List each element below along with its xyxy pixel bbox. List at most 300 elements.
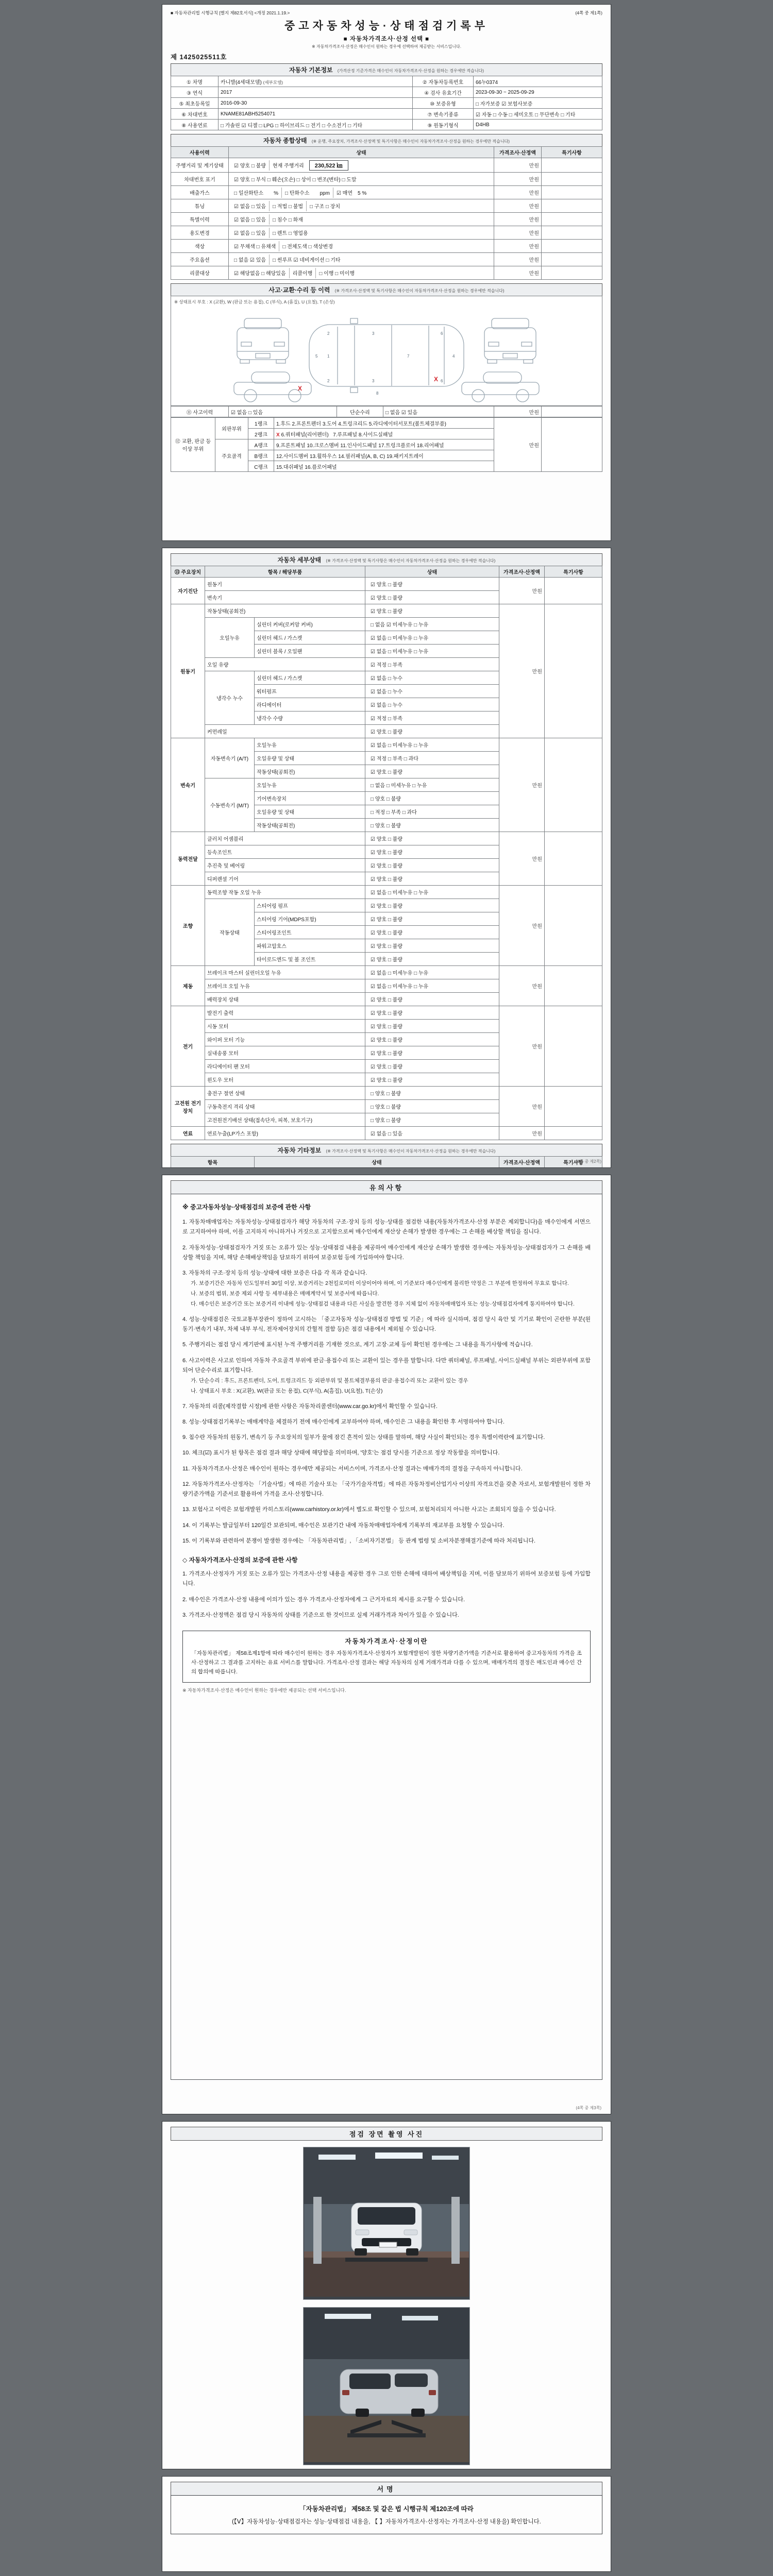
photo-wrap — [171, 2147, 602, 2465]
detail-row — [171, 886, 602, 899]
remark-cell — [545, 1127, 602, 1140]
section-title-text: 자동차 기본정보 — [289, 66, 333, 74]
accident-history-section-title — [171, 283, 602, 296]
item-label: 라디에이터 팬 모터 — [205, 1060, 365, 1073]
system-group-label: 동력전달 — [171, 832, 205, 886]
accident-history-value: ☑ 없음 □ 있음 — [229, 406, 337, 417]
item-label: 타이로드엔드 및 볼 조인트 — [255, 953, 365, 966]
svg-text:1: 1 — [327, 353, 330, 359]
item-label: 실내송풍 모터 — [205, 1046, 365, 1060]
item-label: 냉각수 수량 — [255, 711, 365, 725]
status-cell — [365, 1127, 499, 1140]
section-title-note: (※ 가격조사·산정액 및 특기사항은 매수인이 자동차가격조사·산정을 원하는 경우에만 적습니다) — [326, 1149, 496, 1154]
remark-cell — [545, 886, 602, 966]
item-label: 변속기 — [205, 591, 365, 604]
remark-cell — [542, 240, 602, 253]
status-option: □ 침수 □ 화재 — [269, 214, 306, 225]
notice-text: 14. 이 기록부는 발급일부터 120일간 보관되며, 매수인은 보관기간 내에 자동차매매업자에게 기록부의 재교부를 요청할 수 있습니다. — [182, 1522, 505, 1529]
price-cell: 만원 — [494, 199, 542, 213]
registration-number-value: 66누0374 — [474, 76, 602, 87]
transmission-type-value: ☑ 자동 □ 수동 □ 세미오토 □ 무단변속 □ 기타 — [474, 109, 602, 120]
notice-text: 15. 이 기록부와 관련하여 분쟁이 발생한 경우에는 「자동차관리법」, 「소비자기본법」 등 관계 법령 및 소비자분쟁해결기준에 따라 처리됩니다. — [182, 1537, 536, 1544]
page-footer: (4쪽 중 제3쪽) — [576, 2106, 601, 2110]
item-label: 실린더 헤드 / 가스켓 — [255, 671, 365, 685]
status-option: ☑ 없음 □ 미세누유 □ 누유 — [371, 649, 429, 655]
remark-cell — [542, 226, 602, 240]
detail-row — [171, 578, 602, 591]
overall-row — [171, 226, 602, 240]
notice-text: 6. 사고이력은 사고로 인하여 자동차 주요골격 부위에 판금·용접수리 또는 교환이 있는 경우를 말합니다. 다만 쿼터패널, 루프패널, 사이드실패널 부위는 외판부위에 포함되어 단순수리로 표기합니다. — [182, 1357, 591, 1374]
price-cell: 만원 — [494, 253, 542, 266]
section-title-note: (※ 운행, 주요장치, 가격조사·산정액 및 특기사항은 매수인이 자동차가격조사·산정을 원하는 경우에만 적습니다) — [311, 139, 510, 144]
notice-text: 13. 보험사고 이력은 보험개발원 카히스토리(www.carhistory.or.kr)에서 별도로 확인할 수 있으며, 보험처리되지 아니한 사고는 조회되지 않을 수 있습니다. — [182, 1506, 556, 1513]
notice-sublist — [182, 1569, 591, 1620]
inspection-photo-front — [303, 2147, 470, 2300]
detail-row — [171, 1006, 602, 1020]
status-option: 리콜이행 — [289, 268, 316, 278]
item-label: 파워고압호스 — [255, 939, 365, 953]
remark-cell — [542, 213, 602, 226]
rankC-items: 15.대쉬패널 16.플로어패널 — [274, 461, 494, 472]
status-option: ☑ 양호 □ 불량 — [371, 877, 402, 883]
photos-section-title: 점검 장면 촬영 사진 — [171, 2127, 602, 2141]
detail-table-body — [171, 578, 602, 1140]
price-cell: 만원 — [499, 832, 545, 886]
notice-text: 4. 성능·상태점검은 국토교통부장관이 정하여 고시하는 「중고자동차 성능·상태점검 방법 및 기준」에 따라 실시하며, 점검 당시 육안 및 기기로 확인이 곤란한 부분(원동기·변속기 내부, 차체 내부 부식, 전자제어장치의 간헐적 결함 등)은 점검 내용에서 제외될 수 있습니다. — [182, 1316, 591, 1333]
page-detail-condition — [162, 548, 611, 1168]
page-signature — [162, 2476, 611, 2572]
status-cell — [229, 240, 494, 253]
item-label: 발전기 출력 — [205, 1006, 365, 1020]
column-header: 사용이력 — [171, 147, 229, 158]
usage-history-label: 용도변경 — [171, 226, 229, 240]
column-header: 상태 — [365, 566, 499, 578]
definition-text: 「자동차관리법」 제58조제1항에 따라 매수인이 원하는 경우 자동차가격조사·산정자가 보험개발원이 정한 차량기준가액을 기준서로 활용하여 중고자동차의 가격을 조사·산정하고 그 결과를 고지하는 유료 서비스를 말합니다. 가격조사·산정 결과는 해당 자동차의 실제 거래가격과 다를 수 있으며, 매매가격의 결정은 매도인과 매수인 간의 합의에 따릅니다. — [191, 1650, 582, 1675]
remark-cell — [545, 604, 602, 738]
notice-text: 10. 체크(☑) 표시가 된 항목은 점검 결과 해당 상태에 해당함을 의미하며, '양호'는 점검 당시를 기준으로 정상 작동함을 의미합니다. — [182, 1450, 500, 1456]
status-option: □ 적정 □ 부족 □ 과다 — [371, 810, 417, 816]
car-diagram-cell — [171, 296, 602, 406]
notice-subsection-title: ◇ 자동차가격조사·산정의 보증에 관한 사항 — [182, 1556, 298, 1564]
usage-history-label: 리콜대상 — [171, 266, 229, 280]
status-cell — [365, 1100, 499, 1113]
rank-label: A랭크 — [248, 439, 274, 450]
subgroup-label: 작동상태 — [205, 899, 255, 966]
notice-text: 7. 자동차의 리콜(제작결함 시정)에 관한 사항은 자동차리콜센터(www.car.go.kr)에서 확인할 수 있습니다. — [182, 1403, 438, 1410]
remark-cell — [542, 158, 602, 173]
status-option: ☑ 양호 □ 불량 — [371, 1064, 402, 1070]
marked-part: 6.쿼터패널(리어펜더) — [281, 432, 329, 438]
form-reference: ■ 자동차관리법 시행규칙 [별지 제82호서식] <개정 2021.1.19.> — [171, 10, 290, 15]
section-title-text: 자동차 종합상태 — [263, 137, 307, 144]
usage-history-label: 차대번호 표기 — [171, 173, 229, 186]
notice-item — [182, 1433, 591, 1443]
status-option: ☑ 무채색 □ 유채색 — [234, 244, 276, 250]
overall-row — [171, 199, 602, 213]
status-option: ☑ 없음 □ 있음 — [234, 231, 266, 236]
item-label: 스티어링조인트 — [255, 926, 365, 939]
notice-item — [182, 1356, 591, 1396]
status-option: □ 전체도색 □ 색상변경 — [279, 241, 336, 251]
field-label: ⑨ 원동기형식 — [413, 120, 474, 130]
status-option: ☑ 적정 □ 부족 — [371, 716, 402, 722]
column-header: 상태 — [229, 147, 494, 158]
field-label: ③ 연식 — [171, 87, 219, 98]
item-label: 작동상태(공회전) — [255, 765, 365, 778]
field-label: ④ 검사 유효기간 — [413, 87, 474, 98]
field-label: ① 차명 — [171, 76, 219, 87]
notice-sub-item: 2. 매수인은 가격조사·산정 내용에 이의가 있는 경우 가격조사·산정자에게 그 근거자료의 제시를 요구할 수 있습니다. — [182, 1596, 465, 1603]
field-label: ⑥ 차대번호 — [171, 109, 219, 120]
status-cell — [229, 213, 494, 226]
page-footer: (4쪽 중 제2쪽) — [576, 1159, 601, 1164]
status-cell — [229, 173, 494, 186]
vin-value: KNAME81ABH5254071 — [219, 109, 413, 120]
notice-sub-item: 1. 가격조사·산정자가 거짓 또는 오류가 있는 가격조사·산정 내용을 제공한 경우 그로 인한 손해에 대하여 배상책임을 지며, 이를 담보하기 위하여 보증보험 등에 가입합니다. — [182, 1571, 591, 1587]
status-option: □ 없음 ☑ 미세누유 □ 누유 — [371, 622, 429, 628]
price-definition-box — [182, 1631, 591, 1683]
status-cell — [365, 953, 499, 966]
rank2-items — [274, 429, 494, 439]
status-cell — [365, 819, 499, 832]
status-option: ☑ 양호 □ 불량 — [371, 837, 402, 842]
status-cell — [365, 658, 499, 671]
status-option: ☑ 없음 □ 있음 — [234, 217, 266, 223]
system-group-label: 자기진단 — [171, 578, 205, 604]
status-option: ☑ 적정 □ 부족 — [371, 663, 402, 668]
detail-row — [171, 738, 602, 752]
remark-cell — [545, 966, 602, 1006]
status-option: ☑ 양호 □ 불량 — [371, 863, 402, 869]
status-option: ☑ 없음 □ 있음 — [234, 204, 266, 210]
price-cell: 만원 — [494, 158, 542, 173]
car-name: 카니발(4세대모델) — [221, 79, 262, 86]
basic-info-table — [171, 76, 602, 130]
rank-items-text: 7.루프패널 8.사이드실패널 — [333, 432, 393, 438]
status-cell — [229, 253, 494, 266]
price-cell: 만원 — [494, 213, 542, 226]
status-cell — [365, 1046, 499, 1060]
table-header-row — [171, 1157, 602, 1168]
status-option: ☑ 없음 □ 미세누유 □ 누유 — [371, 971, 429, 976]
notice-item — [182, 1217, 591, 1238]
status-cell — [365, 631, 499, 645]
system-group-label: 조향 — [171, 886, 205, 966]
status-cell — [365, 738, 499, 752]
item-label: 라디에이터 — [255, 698, 365, 711]
notice-text: 1. 자동차매매업자는 자동차성능·상태점검자가 해당 자동차의 구조·장치 등의 성능·상태를 점검한 내용(자동차가격조사·산정 부분은 제외합니다)을 매수인에게 서면으로 고지하여야 하며, 이를 고지하지 아니하거나 거짓으로 고지함으로써 매수인에게 재산상 손해가 발생한 경우에는 그 손해를 배상할 책임을 집니다. — [182, 1219, 591, 1235]
section-title-note: (가격산정 기준가격은 매수인이 자동차가격조사·산정을 원하는 경우에만 적습니다) — [337, 69, 484, 73]
car-name-value — [219, 76, 413, 87]
notice-text: 2. 자동차성능·상태점검자가 거짓 또는 오류가 있는 성능·상태점검 내용을 제공하여 매수인에게 재산상 손해가 발생한 경우에는 자동차성능·상태점검자가 그 손해를 배상할 책임을 지며, 해당 손해배상책임을 담보하기 위하여 보증보험 등에 가입하여야 합니다. — [182, 1244, 591, 1261]
status-cell — [229, 266, 494, 280]
status-option: □ 양호 □ 불량 — [371, 1105, 401, 1110]
table-row — [171, 120, 602, 130]
notice-item — [182, 1315, 591, 1335]
item-label: 충전구 절연 상태 — [205, 1087, 365, 1100]
price-cell: 만원 — [499, 738, 545, 832]
status-cell — [365, 805, 499, 819]
item-label: 오일누유 — [255, 778, 365, 792]
item-label: 윈도우 모터 — [205, 1073, 365, 1087]
status-cell — [365, 618, 499, 631]
price-cell: 만원 — [499, 966, 545, 1006]
item-label: 오일유량 및 상태 — [255, 805, 365, 819]
item-label: 실린더 커버(로커암 커버) — [255, 618, 365, 631]
notice-item — [182, 1521, 591, 1531]
inspection-validity-value: 2023-09-30 ~ 2025-09-29 — [474, 87, 602, 98]
price-cell: 만원 — [494, 266, 542, 280]
detail-row — [171, 832, 602, 845]
rank1-items: 1.후드 2.프론트펜더 3.도어 4.트렁크리드 5.라디에이터서포트(볼트체결부품) — [274, 418, 494, 429]
item-label: 배력장치 상태 — [205, 993, 365, 1006]
section-title-text: 자동차 세부상태 — [277, 556, 322, 564]
status-cell — [229, 186, 494, 199]
detail-condition-section-title — [171, 553, 602, 566]
price-survey-select-label: ■ 자동차가격조사·산정 선택 ■ — [343, 36, 430, 42]
status-option: ☑ 양호 □ 부식 □ 훼손(오손) □ 상이 □ 변조(변타) □ 도말 — [234, 177, 357, 183]
status-option: ☑ 양호 □ 불량 — [371, 596, 402, 601]
notice-item — [182, 1480, 591, 1500]
status-option: □ 일산화탄소 % — [234, 191, 279, 196]
subgroup-label: 오일누유 — [205, 618, 255, 658]
detail-row — [171, 1127, 602, 1140]
remark-cell — [542, 173, 602, 186]
status-option: □ 적법 □ 불법 — [269, 201, 306, 211]
item-label: 실린더 블록 / 오일팬 — [255, 645, 365, 658]
remark-cell — [545, 832, 602, 886]
notice-item — [182, 1243, 591, 1263]
etc-info-table — [171, 1156, 602, 1168]
definition-title: 자동차가격조사·산정이란 — [345, 1638, 428, 1646]
model-year-value: 2017 — [219, 87, 413, 98]
status-cell — [365, 578, 499, 591]
item-label: 동력조향 작동 오일 누유 — [205, 886, 365, 899]
overall-row — [171, 266, 602, 280]
system-group-label: 변속기 — [171, 738, 205, 832]
overall-row — [171, 173, 602, 186]
page-indicator: (4쪽 중 제1쪽) — [575, 10, 602, 15]
detail-row — [171, 1087, 602, 1100]
notice-body — [171, 1194, 602, 2080]
table-header-row — [171, 147, 602, 158]
car-submodel: (세부모델) — [263, 79, 283, 85]
status-option: ☑ 양호 □ 불량 — [371, 609, 402, 615]
document-number-value: 1425025511호 — [179, 54, 227, 61]
notice-item — [182, 1340, 591, 1350]
etc-info-section-title — [171, 1144, 602, 1156]
price-cell: 만원 — [499, 1087, 545, 1127]
svg-text:4: 4 — [452, 353, 455, 359]
notice-subtext: 나. 상태표시 부호 : X(교환), W(판금 또는 용접), C(부식), A(흠집), U(요철), T(손상) — [191, 1387, 383, 1394]
price-cell: 만원 — [499, 886, 545, 966]
column-header: 특기사항 — [542, 147, 602, 158]
price-cell: 만원 — [494, 240, 542, 253]
overall-condition-section-title — [171, 134, 602, 146]
price-cell: 만원 — [494, 173, 542, 186]
column-header: 가격조사·산정액 — [494, 147, 542, 158]
svg-text:8: 8 — [376, 391, 379, 396]
item-label: 브레이크 오일 누유 — [205, 979, 365, 993]
header-note: ※ 자동차가격조사·산정은 매수인이 원하는 경우에 선택하여 제공받는 서비스입니다. — [312, 44, 461, 49]
status-cell — [365, 1006, 499, 1020]
table-row — [171, 296, 602, 406]
rankB-items: 12.사이드멤버 13.휠하우스 14.필러패널(A, B, C) 19.패키지트레이 — [274, 450, 494, 461]
column-header: 상태 — [255, 1157, 499, 1168]
svg-text:3: 3 — [372, 331, 375, 336]
item-label: 고전원전기배선 상태(접속단자, 피복, 보호기구) — [205, 1113, 365, 1127]
signature-section-title: 서명 — [171, 2482, 602, 2495]
status-cell — [365, 1087, 499, 1100]
page-notice — [162, 1175, 611, 2114]
fuel-type-value: □ 가솔린 ☑ 디젤 □ LPG □ 하이브리드 □ 전기 □ 수소전기 □ 기타 — [219, 120, 413, 130]
status-cell — [365, 792, 499, 805]
field-label: ⑦ 변속기종류 — [413, 109, 474, 120]
overall-condition-table — [171, 146, 602, 280]
document-number — [171, 52, 602, 61]
page-title: 중고자동차성능·상태점검기록부 — [284, 20, 489, 32]
status-cell — [365, 604, 499, 618]
item-label: 와이퍼 모터 기능 — [205, 1033, 365, 1046]
status-cell — [229, 226, 494, 240]
remark-cell — [545, 1006, 602, 1087]
detail-row — [171, 966, 602, 979]
table-header-row — [171, 566, 602, 578]
status-option: ☑ 해당없음 □ 해당있음 — [234, 271, 286, 277]
status-option: □ 렌트 □ 영업용 — [269, 228, 311, 238]
status-option: ☑ 양호 □ 불량 — [371, 850, 402, 856]
status-cell — [365, 1033, 499, 1046]
item-label: 브레이크 마스터 실린더오일 누유 — [205, 966, 365, 979]
table-row — [171, 109, 602, 120]
status-option: ☑ 양호 □ 불량 — [371, 1038, 402, 1043]
price-cell: 만원 — [494, 418, 542, 472]
rank-label: C랭크 — [248, 461, 274, 472]
overall-row — [171, 253, 602, 266]
section-title-note: (※ 가격조사·산정액 및 특기사항은 매수인이 자동차가격조사·산정을 원하는 경우에만 적습니다) — [326, 558, 496, 563]
usage-history-label: 배출가스 — [171, 186, 229, 199]
notice-intro: ※ 중고자동차성능·상태점검의 보증에 관한 사항 — [182, 1204, 311, 1211]
exchange-section-label: ⑫ 교환, 판금 등 이상 부위 — [171, 418, 215, 472]
price-cell: 만원 — [499, 1127, 545, 1140]
overall-row — [171, 158, 602, 173]
svg-text:6: 6 — [441, 331, 443, 336]
item-label: 디퍼렌셜 기어 — [205, 872, 365, 886]
table-row — [171, 418, 602, 429]
item-label: 오일유량 및 상태 — [255, 752, 365, 765]
item-label: 추진축 및 베어링 — [205, 859, 365, 872]
status-cell — [365, 872, 499, 886]
notice-section-title: 유의사항 — [171, 1180, 602, 1194]
item-label: 오일누유 — [255, 738, 365, 752]
status-cell — [365, 845, 499, 859]
photo-front-svg — [304, 2147, 469, 2297]
item-label: 오일 유량 — [205, 658, 365, 671]
column-header: 항목 — [171, 1157, 255, 1168]
price-cell: 만원 — [494, 406, 542, 417]
status-cell — [365, 765, 499, 778]
simple-repair-label: 단순수리 — [337, 406, 383, 417]
signature-confirm-line: (【Ⅴ】자동차성능·상태점검자는 성능·상태점검 내용을, 【 】자동차가격조사·산정자는 가격조사·산정 내용을) 확인합니다. — [232, 2519, 541, 2525]
item-label: 구동축전지 격리 상태 — [205, 1100, 365, 1113]
remark-cell — [542, 418, 602, 472]
remark-cell — [542, 199, 602, 213]
status-option: ☑ 양호 □ 불량 — [371, 1051, 402, 1057]
price-cell: 만원 — [494, 186, 542, 199]
status-cell — [365, 966, 499, 979]
item-label: 스티어링 기어(MDPS포함) — [255, 912, 365, 926]
status-cell — [365, 886, 499, 899]
column-header: 특기사항 — [545, 566, 602, 578]
exchange-mark: X — [276, 432, 280, 438]
status-option: ☑ 없음 □ 누수 — [371, 703, 402, 708]
basic-info-section-title — [171, 63, 602, 76]
overall-row — [171, 213, 602, 226]
photo-rear-svg — [304, 2308, 469, 2462]
notice-item — [182, 1268, 591, 1309]
price-cell: 만원 — [499, 604, 545, 738]
status-option: ☑ 양호 □ 불량 — [371, 1078, 402, 1083]
status-cell — [229, 199, 494, 213]
status-cell — [365, 899, 499, 912]
system-group-label: 제동 — [171, 966, 205, 1006]
remark-cell — [545, 578, 602, 604]
subgroup-label: 자동변속기 (A/T) — [205, 738, 255, 778]
status-option: ☑ 양호 □ 불량 — [371, 944, 402, 950]
rankA-items: 9.프론트패널 10.크로스멤버 11.인사이드패널 17.트렁크플로어 18.리어패널 — [274, 439, 494, 450]
status-option: ☑ 양호 □ 불량 — [371, 582, 402, 588]
status-option: 현재 주행거리 — [269, 160, 307, 171]
status-option: □ 양호 □ 불량 — [371, 796, 401, 802]
price-cell: 만원 — [499, 1006, 545, 1087]
status-option: ☑ 양호 □ 불량 — [371, 730, 402, 735]
status-option: ☑ 양호 □ 불량 — [371, 930, 402, 936]
warranty-type-value: □ 자가보증 ☑ 보험사보증 — [474, 98, 602, 109]
status-option: □ 이행 □ 미이행 — [315, 268, 358, 278]
status-option: ☑ 매연 5 % — [333, 188, 369, 198]
svg-text:2: 2 — [327, 331, 330, 336]
usage-history-label: 주행거리 및 계기상태 — [171, 158, 229, 173]
status-option: ☑ 적정 □ 부족 □ 과다 — [371, 756, 418, 762]
usage-history-label: 색상 — [171, 240, 229, 253]
status-option: □ 구조 □ 장치 — [306, 201, 343, 211]
overall-row — [171, 186, 602, 199]
status-option: ☑ 양호 □ 불량 — [234, 163, 266, 169]
document-number-prefix: 제 — [171, 54, 178, 61]
item-label: 클러치 어셈블리 — [205, 832, 365, 845]
status-cell — [365, 752, 499, 765]
item-label: 기어변속장치 — [255, 792, 365, 805]
table-row — [171, 98, 602, 109]
system-group-label: 전기 — [171, 1006, 205, 1087]
page-basic-report — [162, 4, 611, 541]
signature-law-line: 「자동차관리법」 제58조 및 같은 법 시행규칙 제120조에 따라 — [299, 2505, 474, 2513]
status-cell — [365, 671, 499, 685]
status-option: ☑ 양호 □ 불량 — [371, 1011, 402, 1016]
column-header: 특기사항 — [545, 1157, 602, 1168]
status-cell — [365, 832, 499, 845]
usage-history-label: 특별이력 — [171, 213, 229, 226]
field-label: ② 자동차등록번호 — [413, 76, 474, 87]
remark-cell — [542, 406, 602, 417]
status-option: □ 없음 □ 미세누유 □ 누유 — [371, 783, 427, 789]
main-frame-label: 주요골격 — [215, 439, 248, 472]
exchange-marker — [298, 376, 438, 392]
table-row — [171, 406, 602, 417]
status-cell — [365, 1060, 499, 1073]
status-cell — [365, 1113, 499, 1127]
car-diagram-table — [171, 296, 602, 406]
